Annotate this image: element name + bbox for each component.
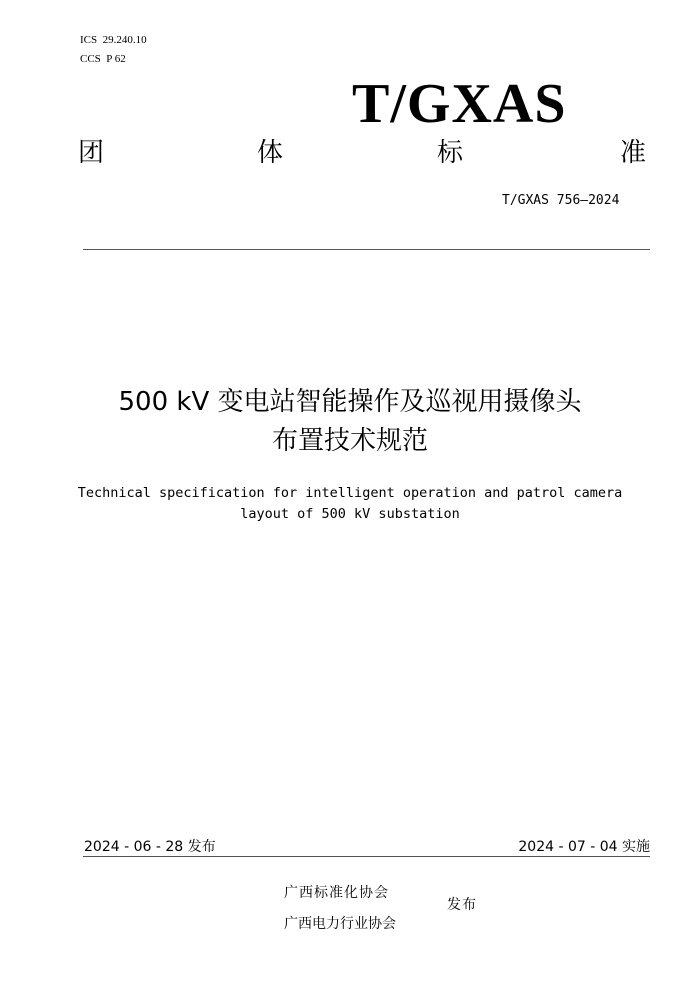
- issuer-org-1: 广西标准化协会: [284, 885, 389, 901]
- heading-char-2: 体: [257, 138, 284, 168]
- heading-char-3: 标: [437, 138, 464, 168]
- issuer-org-2: 广西电力行业协会: [284, 916, 396, 932]
- ccs-value: P 62: [106, 53, 126, 65]
- title-en-line2: layout of 500 kV substation: [240, 506, 460, 522]
- ccs-label: CCS: [80, 53, 101, 65]
- title-cn-line2: 布置技术规范: [271, 426, 428, 456]
- ics-code: [80, 34, 147, 46]
- standard-number: T/GXAS 756—2024: [502, 193, 620, 208]
- standard-logo: T/GXAS: [352, 73, 567, 135]
- footer-divider: [83, 856, 650, 857]
- ccs-code: [80, 53, 126, 65]
- title-en-line1: Technical specification for intelligent operation and patrol camera: [77, 485, 623, 501]
- heading-char-1: 团: [78, 138, 105, 168]
- issued-label: 发布: [447, 897, 477, 913]
- implement-date: 2024 - 07 - 04 实施: [518, 839, 650, 855]
- ics-value: 29.240.10: [102, 34, 147, 46]
- header-divider: [83, 249, 650, 250]
- heading-char-4: 准: [620, 138, 647, 168]
- title-cn-line1: 500 kV 变电站智能操作及巡视用摄像头: [118, 387, 582, 417]
- publish-date: 2024 - 06 - 28 发布: [84, 839, 216, 855]
- ics-label: ICS: [80, 34, 98, 46]
